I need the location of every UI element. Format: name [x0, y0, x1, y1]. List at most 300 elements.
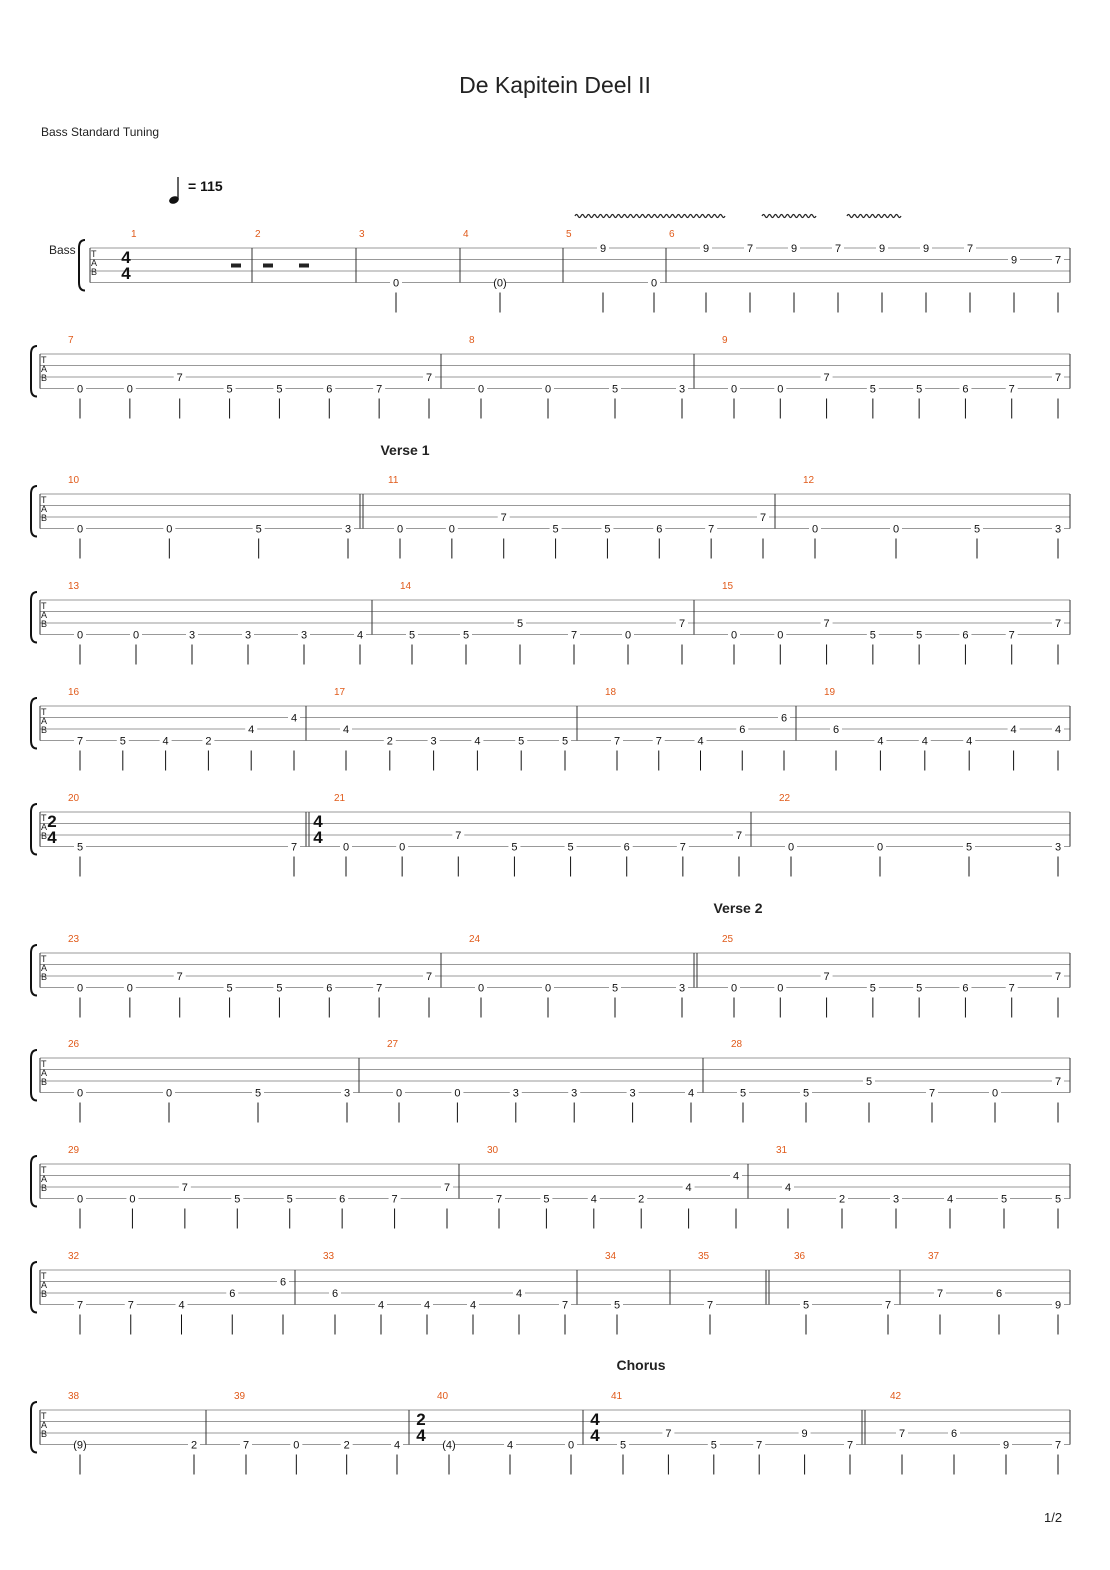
measure-number: 13	[68, 581, 80, 592]
time-signature-bottom: 4	[590, 1426, 600, 1445]
tab-fret-number: 7	[966, 243, 974, 255]
tab-fret-number: 0	[293, 1439, 300, 1452]
tab-fret-number: 4	[393, 1439, 401, 1452]
tab-fret-number: 7	[391, 1193, 398, 1206]
tab-fret-number: 7	[176, 372, 183, 384]
tab-fret-number: 0	[811, 523, 819, 536]
tab-fret-number: 0	[76, 523, 84, 536]
tab-fret-number: 4	[784, 1182, 792, 1194]
tab-system	[31, 581, 1070, 665]
tab-fret-number: 6	[656, 523, 663, 536]
measure-number: 8	[469, 335, 475, 346]
tab-fret-number: 7	[1008, 629, 1015, 642]
tab-clef-letter: A	[41, 1420, 48, 1430]
tab-fret-number: 0	[650, 277, 658, 290]
measure-number: 14	[400, 581, 412, 592]
tab-fret-number: (0)	[493, 277, 507, 290]
tab-fret-number: 6	[279, 1276, 287, 1289]
tab-fret-number: 7	[884, 1299, 892, 1312]
tuning-label: Bass Standard Tuning	[41, 125, 160, 139]
tab-fret-number: 9	[599, 243, 607, 255]
tab-fret-number: 5	[604, 523, 611, 536]
tab-fret-number: 7	[1054, 971, 1062, 983]
tab-fret-number: 6	[339, 1193, 346, 1206]
measure-number: 39	[234, 1391, 246, 1402]
tab-fret-number: 4	[590, 1193, 597, 1206]
vibrato-line	[762, 215, 816, 218]
measure-number: 31	[776, 1145, 788, 1156]
tab-fret-number: 5	[276, 383, 283, 396]
tab-clef-letter: A	[41, 1068, 48, 1078]
tab-fret-number: 2	[838, 1193, 846, 1206]
tab-fret-number: 4	[921, 735, 928, 748]
tab-system	[31, 687, 1070, 771]
measure-number: 41	[611, 1391, 623, 1402]
tab-fret-number: 5	[516, 618, 524, 630]
tab-fret-number: 7	[376, 982, 383, 995]
tab-fret-number: 9	[1010, 254, 1018, 267]
tab-fret-number: 0	[129, 1193, 136, 1206]
tab-fret-number: 7	[928, 1087, 936, 1100]
tab-clef-letter: A	[41, 610, 48, 620]
section-label-verse1: Verse 1	[380, 442, 430, 458]
tab-fret-number: 0	[892, 523, 900, 536]
tab-fret-number: 0	[477, 982, 485, 995]
tab-fret-number: 0	[544, 383, 552, 396]
measure-number: 25	[722, 934, 734, 945]
system-brace	[31, 804, 37, 855]
tab-fret-number: 7	[181, 1182, 188, 1194]
tab-fret-number: 3	[571, 1087, 578, 1100]
tab-fret-number: 5	[561, 735, 569, 748]
tab-fret-number: (4)	[442, 1439, 456, 1452]
tempo-value: = 115	[188, 178, 223, 194]
time-signature-bottom: 4	[47, 828, 57, 847]
tab-fret-number: 0	[477, 383, 485, 396]
instrument-label: Bass	[49, 243, 76, 257]
tab-fret-number: 3	[678, 982, 686, 995]
tab-clef-letter: T	[41, 1165, 47, 1175]
tab-fret-number: 4	[966, 735, 973, 748]
tab-clef-letter: T	[41, 495, 47, 505]
tab-fret-number: 0	[777, 383, 784, 396]
tab-clef-letter: A	[41, 1280, 48, 1290]
tab-fret-number: 0	[567, 1439, 575, 1452]
tab-fret-number: 0	[544, 982, 552, 995]
tab-fret-number: 3	[1054, 841, 1062, 854]
time-signature-top: 4	[590, 1410, 600, 1429]
tab-clef-letter: A	[41, 963, 48, 973]
tab-fret-number: 5	[916, 629, 923, 642]
tab-fret-number: 0	[730, 982, 738, 995]
time-signature-bottom: 4	[313, 828, 323, 847]
tab-fret-number: 7	[823, 372, 830, 384]
tab-fret-number: 4	[469, 1299, 477, 1312]
tab-fret-number: 0	[624, 629, 632, 642]
tab-clef-letter: B	[41, 1077, 48, 1087]
tab-fret-number: 0	[730, 383, 738, 396]
tab-fret-number: 7	[127, 1299, 134, 1312]
tab-fret-number: 5	[916, 982, 923, 995]
tab-clef-letter: T	[41, 954, 47, 964]
tab-fret-number: 9	[922, 243, 930, 255]
tab-fret-number: 5	[802, 1087, 810, 1100]
measure-number: 12	[803, 475, 815, 486]
tab-fret-number: 3	[629, 1087, 636, 1100]
measure-number: 3	[359, 229, 365, 240]
tab-fret-number: 4	[377, 1299, 385, 1312]
tab-fret-number: 5	[226, 383, 233, 396]
tab-clef-letter: B	[41, 513, 48, 523]
tab-fret-number: 4	[946, 1193, 954, 1206]
tab-fret-number: 9	[878, 243, 886, 255]
measure-number: 33	[323, 1251, 335, 1262]
measure-number: 40	[437, 1391, 449, 1402]
measure-number: 1	[131, 229, 137, 240]
measure-number: 18	[605, 687, 617, 698]
tab-fret-number: 6	[962, 629, 969, 642]
whole-rest	[299, 264, 309, 268]
tab-system	[31, 1251, 1070, 1335]
system-brace	[79, 240, 85, 291]
vibrato-line	[847, 215, 901, 218]
tab-fret-number: 0	[399, 841, 406, 854]
tab-fret-number: 4	[685, 1182, 692, 1194]
measure-number: 19	[824, 687, 836, 698]
vibrato-line	[575, 215, 725, 218]
tab-clef-letter: B	[41, 373, 48, 383]
tab-fret-number: 3	[188, 629, 196, 642]
tab-fret-number: 7	[376, 383, 383, 396]
tab-system	[31, 1145, 1070, 1229]
tab-fret-number: 3	[344, 523, 352, 536]
tab-fret-number: 0	[76, 1087, 84, 1100]
tab-fret-number: 6	[950, 1428, 958, 1440]
tab-fret-number: 5	[869, 629, 876, 642]
tab-system	[31, 335, 1070, 419]
tab-fret-number: 0	[448, 523, 455, 536]
tab-fret-number: 5	[255, 523, 262, 536]
tab-fret-number: 0	[126, 383, 133, 396]
measure-number: 21	[334, 793, 346, 804]
tab-fret-number: 0	[787, 841, 795, 854]
measure-number: 35	[698, 1251, 710, 1262]
tab-fret-number: 9	[702, 243, 710, 255]
tab-clef-letter: B	[41, 725, 48, 735]
tab-clef-letter: T	[41, 1059, 47, 1069]
tab-fret-number: 5	[234, 1193, 241, 1206]
measure-number: 27	[387, 1039, 399, 1050]
tab-clef-letter: A	[41, 1174, 48, 1184]
tab-fret-number: 2	[638, 1193, 645, 1206]
section-label-chorus: Chorus	[616, 1357, 666, 1373]
tab-fret-number: 0	[126, 982, 133, 995]
tab-fret-number: 7	[570, 629, 578, 642]
time-signature-bottom: 4	[121, 264, 131, 283]
tab-fret-number: 7	[746, 243, 754, 255]
tab-clef-letter: B	[41, 1289, 48, 1299]
tab-clef-letter: T	[41, 813, 47, 823]
tab-fret-number: 4	[515, 1288, 523, 1300]
tab-fret-number: 4	[356, 629, 364, 642]
tab-fret-number: 7	[561, 1299, 569, 1312]
tab-clef-letter: T	[41, 1271, 47, 1281]
tab-fret-number: 7	[1008, 982, 1015, 995]
measure-number: 36	[794, 1251, 806, 1262]
half-rest	[263, 264, 273, 268]
tab-fret-number: 5	[965, 841, 973, 854]
tab-fret-number: 7	[613, 735, 621, 748]
tab-fret-number: 0	[991, 1087, 999, 1100]
tab-fret-number: 7	[679, 841, 686, 854]
measure-number: 11	[388, 475, 399, 486]
tab-fret-number: 9	[1054, 1299, 1062, 1312]
measure-number: 16	[68, 687, 80, 698]
tab-fret-number: 4	[248, 724, 255, 736]
tab-clef-letter: B	[41, 619, 48, 629]
system-brace	[31, 592, 37, 643]
measure-number: 9	[722, 335, 728, 346]
system-brace	[31, 1402, 37, 1453]
tab-fret-number: 0	[76, 1193, 84, 1206]
tab-fret-number: 5	[567, 841, 574, 854]
tab-fret-number: 7	[1054, 1076, 1062, 1088]
tab-clef-letter: B	[91, 267, 98, 277]
tab-fret-number: 5	[611, 383, 619, 396]
tab-fret-number: 7	[176, 971, 183, 983]
tab-fret-number: 0	[396, 523, 404, 536]
tab-fret-number: 7	[735, 830, 743, 842]
tab-fret-number: 4	[877, 735, 884, 748]
tab-fret-number: 6	[995, 1288, 1003, 1300]
tab-fret-number: 3	[300, 629, 308, 642]
tab-fret-number: 5	[511, 841, 518, 854]
tab-fret-number: 7	[290, 841, 298, 854]
tab-fret-number: 4	[687, 1087, 695, 1100]
tab-fret-number: 5	[973, 523, 981, 536]
tab-clef-letter: A	[41, 822, 48, 832]
system-brace	[31, 698, 37, 749]
whole-rest	[231, 264, 241, 268]
tab-fret-number: 7	[242, 1439, 250, 1452]
tab-fret-number: 7	[834, 243, 842, 255]
tab-fret-number: 7	[1054, 618, 1062, 630]
system-brace	[31, 1050, 37, 1101]
tab-fret-number: 7	[898, 1428, 906, 1440]
tab-fret-number: 3	[678, 383, 686, 396]
measure-number: 20	[68, 793, 80, 804]
tab-fret-number: 5	[865, 1076, 873, 1088]
tab-clef-letter: T	[41, 355, 47, 365]
tab-fret-number: 5	[916, 383, 923, 396]
tab-fret-number: 3	[343, 1087, 351, 1100]
tab-clef-letter: A	[41, 716, 48, 726]
tab-fret-number: 0	[76, 629, 84, 642]
tab-fret-number: 3	[244, 629, 252, 642]
measure-number: 34	[605, 1251, 617, 1262]
tab-fret-number: 5	[1000, 1193, 1008, 1206]
tab-fret-number: 7	[665, 1428, 672, 1440]
measure-number: 10	[68, 475, 80, 486]
tab-clef-letter: B	[41, 1183, 48, 1193]
tab-fret-number: 7	[500, 512, 507, 524]
measure-number: 28	[731, 1039, 743, 1050]
tab-fret-number: 6	[962, 982, 969, 995]
tab-clef-letter: T	[41, 1411, 47, 1421]
measure-number: 24	[469, 934, 481, 945]
tab-fret-number: (9)	[73, 1439, 87, 1452]
tab-fret-number: 5	[76, 841, 84, 854]
tab-fret-number: 4	[474, 735, 481, 748]
tab-system	[79, 229, 1070, 313]
tab-fret-number: 4	[342, 724, 350, 736]
tab-fret-number: 4	[290, 712, 298, 725]
tab-fret-number: 6	[739, 724, 746, 736]
tab-system	[31, 934, 1070, 1018]
tab-fret-number: 5	[276, 982, 283, 995]
system-brace	[31, 945, 37, 996]
tab-fret-number: 6	[962, 383, 969, 396]
system-brace	[31, 486, 37, 537]
tab-system	[31, 475, 1070, 559]
tab-fret-number: 5	[802, 1299, 810, 1312]
tab-fret-number: 2	[386, 735, 393, 748]
tab-fret-number: 5	[462, 629, 470, 642]
tab-clef-letter: B	[41, 1429, 48, 1439]
tab-fret-number: 7	[846, 1439, 854, 1452]
tab-clef-letter: T	[41, 601, 47, 611]
tab-fret-number: 2	[190, 1439, 198, 1452]
measure-number: 6	[669, 229, 675, 240]
tab-fret-number: 5	[869, 383, 876, 396]
tab-fret-number: 7	[936, 1288, 944, 1300]
system-brace	[31, 346, 37, 397]
tab-fret-number: 0	[165, 1087, 173, 1100]
tab-fret-number: 4	[697, 735, 704, 748]
tab-fret-number: 3	[892, 1193, 900, 1206]
tab-fret-number: 7	[655, 735, 662, 748]
tab-fret-number: 4	[506, 1439, 514, 1452]
measure-number: 22	[779, 793, 791, 804]
tab-fret-number: 7	[425, 372, 433, 384]
tab-fret-number: 9	[790, 243, 798, 255]
tab-fret-number: 6	[780, 712, 788, 725]
tab-fret-number: 7	[495, 1193, 503, 1206]
tab-fret-number: 0	[454, 1087, 461, 1100]
measure-number: 30	[487, 1145, 499, 1156]
tab-fret-number: 0	[76, 383, 84, 396]
tab-fret-number: 7	[759, 512, 767, 524]
measure-number: 2	[255, 229, 261, 240]
tab-system	[31, 1039, 1070, 1123]
tab-fret-number: 6	[229, 1288, 236, 1300]
tab-fret-number: 7	[756, 1439, 763, 1452]
tab-fret-number: 5	[710, 1439, 717, 1452]
tab-fret-number: 5	[286, 1193, 293, 1206]
tab-fret-number: 4	[732, 1170, 740, 1183]
page-number: 1/2	[1044, 1510, 1063, 1525]
tab-fret-number: 7	[425, 971, 433, 983]
tab-fret-number: 0	[777, 982, 784, 995]
tab-fret-number: 9	[801, 1428, 808, 1440]
measure-number: 26	[68, 1039, 80, 1050]
tab-fret-number: 7	[1054, 254, 1062, 267]
tab-fret-number: 0	[876, 841, 884, 854]
time-signature-top: 4	[313, 812, 323, 831]
tab-fret-number: 5	[869, 982, 876, 995]
tab-clef-letter: A	[41, 364, 48, 374]
system-brace	[31, 1156, 37, 1207]
tab-fret-number: 2	[343, 1439, 350, 1452]
time-signature-top: 2	[416, 1410, 426, 1429]
tab-fret-number: 7	[823, 971, 830, 983]
tab-fret-number: 7	[1054, 1439, 1062, 1452]
tab-fret-number: 4	[1010, 724, 1017, 736]
tab-fret-number: 6	[326, 383, 333, 396]
tab-fret-number: 0	[777, 629, 784, 642]
measure-number: 32	[68, 1251, 80, 1262]
tab-fret-number: 7	[455, 830, 462, 842]
tab-clef-letter: T	[41, 707, 47, 717]
tab-fret-number: 0	[342, 841, 350, 854]
tab-clef-letter: B	[41, 831, 48, 841]
tab-clef-letter: T	[91, 249, 97, 259]
measure-number: 17	[334, 687, 346, 698]
measure-number: 15	[722, 581, 734, 592]
measure-number: 37	[928, 1251, 940, 1262]
measure-number: 5	[566, 229, 572, 240]
tab-fret-number: 7	[1054, 372, 1062, 384]
tab-fret-number: 4	[162, 735, 169, 748]
tab-fret-number: 5	[408, 629, 416, 642]
measure-number: 7	[68, 335, 74, 346]
tab-fret-number: 4	[178, 1299, 185, 1312]
tab-fret-number: 0	[76, 982, 84, 995]
tab-fret-number: 7	[1008, 383, 1015, 396]
tab-fret-number: 6	[832, 724, 840, 736]
tab-fret-number: 5	[119, 735, 126, 748]
tab-fret-number: 5	[613, 1299, 621, 1312]
tab-fret-number: 3	[430, 735, 437, 748]
time-signature-top: 2	[47, 812, 57, 831]
tab-fret-number: 0	[395, 1087, 403, 1100]
tab-fret-number: 0	[730, 629, 738, 642]
tab-clef-letter: A	[91, 258, 98, 268]
score-title: De Kapitein Deel II	[459, 72, 651, 98]
tab-fret-number: 9	[1002, 1439, 1010, 1452]
tab-fret-number: 0	[392, 277, 400, 290]
tab-system	[31, 793, 1070, 877]
tab-fret-number: 5	[552, 523, 559, 536]
tab-fret-number: 5	[619, 1439, 627, 1452]
tab-fret-number: 7	[708, 523, 715, 536]
tab-fret-number: 7	[678, 618, 686, 630]
tab-fret-number: 7	[76, 735, 84, 748]
tab-fret-number: 7	[76, 1299, 84, 1312]
system-brace	[31, 1262, 37, 1313]
section-label-verse2: Verse 2	[713, 900, 763, 916]
tab-fret-number: 4	[423, 1299, 431, 1312]
tab-fret-number: 5	[518, 735, 525, 748]
tab-fret-number: 7	[443, 1182, 451, 1194]
tab-fret-number: 5	[226, 982, 233, 995]
tab-fret-number: 3	[1054, 523, 1062, 536]
tab-fret-number: 6	[623, 841, 630, 854]
measure-number: 4	[463, 229, 469, 240]
tab-fret-number: 5	[543, 1193, 550, 1206]
tab-clef-letter: B	[41, 972, 48, 982]
tab-fret-number: 5	[739, 1087, 747, 1100]
